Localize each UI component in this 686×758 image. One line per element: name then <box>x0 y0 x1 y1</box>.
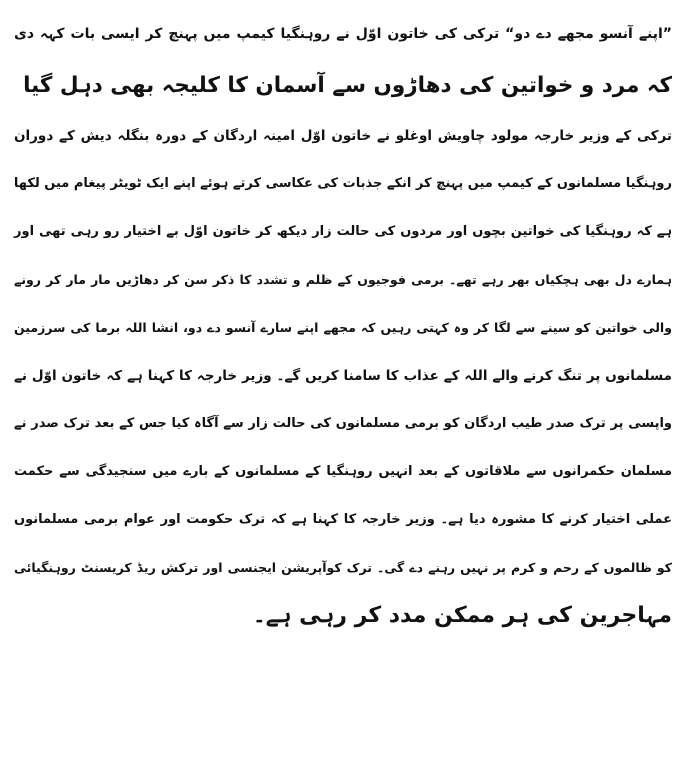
article-line: ترکی کے وزیر خارجہ مولود چاویش اوغلو نے خاتون اوّل امینہ اردگان کے دورہ بنگلہ دیش کے دوران <box>14 128 672 144</box>
article-line: روہنگیا مسلمانوں کے کیمپ میں پہنچ کر انکے جذبات کی عکاسی کرتے ہوئے اپنے ایک ٹویٹر پیغام میں لکھا <box>13 176 672 191</box>
article-line: مسلمانوں پر تنگ کرنے والے اللہ کے عذاب کا سامنا کریں گے۔ وزیر خارجہ کا کہنا ہے کہ خاتون اوّل نے <box>14 368 672 384</box>
article-line: عملی اختیار کرنے کا مشورہ دیا ہے۔ وزیر خارجہ کا کہنا ہے کہ ترک حکومت اور عوام برمی مسلمانوں <box>14 512 672 527</box>
headline-line: ”اپنے آنسو مجھے دے دو“ ترکی کی خاتون اوّل نے روہنگیا کیمپ میں پہنچ کر ایسی بات کہہ دی <box>14 26 672 42</box>
article-line: مسلمان حکمرانوں سے ملاقاتوں کے بعد انہیں روہنگیا کے مسلمانوں کے بارے میں سنجیدگی سے حکمت <box>14 464 672 479</box>
article-line: واپسی پر ترک صدر طیب اردگان کو برمی مسلمانوں کی حالت زار سے آگاہ کیا جس کے بعد ترک صدر نے <box>14 416 672 431</box>
article-line: ہے کہ روہنگیا کی خواتین بچوں اور مردوں کی حالت زار دیکھ کر خاتون اوّل بے اختیار رو رہی تھی اور <box>14 224 672 239</box>
article-line: والی خواتین کو سینے سے لگا کر وہ کہتی رہیں کہ مجھے اپنے سارے آنسو دے دو، انشا اللہ برما کی سرزمین <box>14 320 672 335</box>
headline-line: کہ مرد و خواتین کی دھاڑوں سے آسمان کا کلیجہ بھی دہل گیا <box>23 73 672 98</box>
article-body <box>14 112 672 640</box>
article-line: ہمارے دل بھی ہچکیاں بھر رہے تھے۔ برمی فوجیوں کے ظلم و تشدد کا ذکر سن کر دھاڑیں مار مار کر رونے <box>14 272 672 287</box>
article-line: کو ظالموں کے رحم و کرم پر نہیں رہنے دے گی۔ ترک کوآپریشن ایجنسی اور ترکش ریڈ کریسنٹ روہنگیائی <box>14 560 672 575</box>
article-line: مہاجرین کی ہر ممکن مدد کر رہی ہے۔ <box>252 603 672 628</box>
headline <box>14 8 672 112</box>
